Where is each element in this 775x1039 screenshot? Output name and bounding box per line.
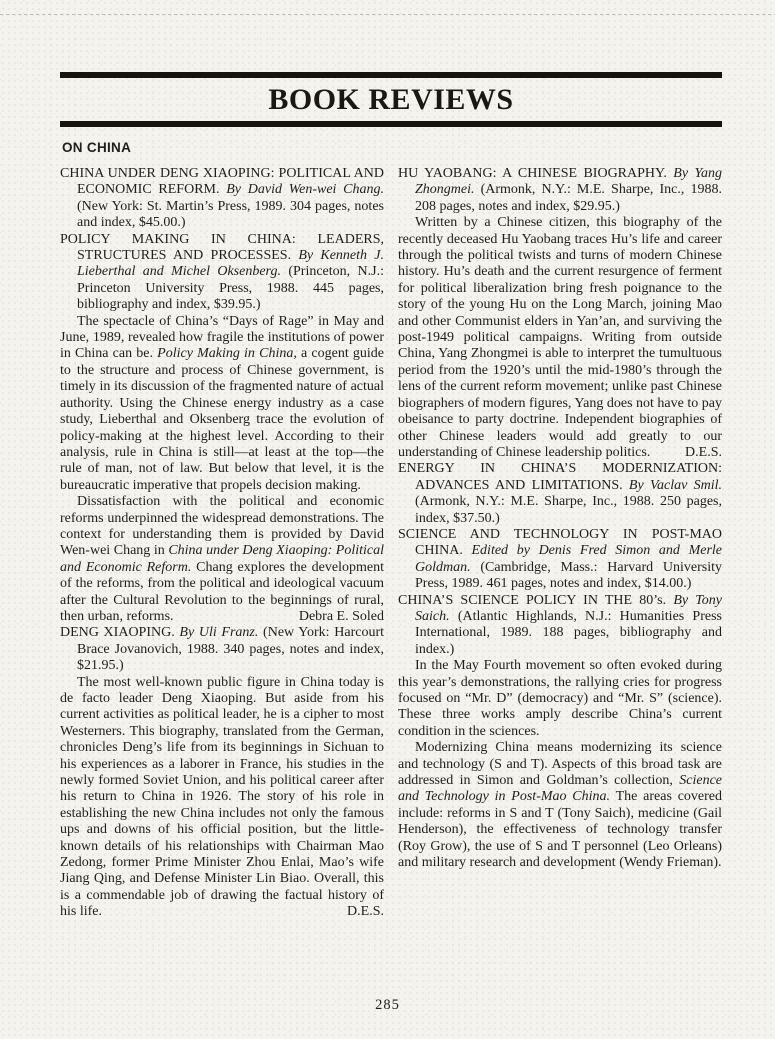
book-citation <box>398 593 722 659</box>
review-paragraph <box>60 675 384 921</box>
text-run: (Cambridge, Mass.: Harvard University Press, 1989. 461 pages, notes and index, $14.00.) <box>415 559 722 592</box>
text-run: DENG XIAOPING. <box>60 625 180 641</box>
text-run: Dissatisfaction with the political and economic reforms underpinned the widespread demonstrations. The context for understanding them is provided by David Wen-wei Chang in <box>60 494 384 559</box>
text-run: SCIENCE AND TECHNOLOGY IN POST-MAO CHINA. <box>398 526 722 559</box>
italic-run: By Kenneth J. Lieberthal and Michel Oksenberg. <box>77 248 384 280</box>
page-title: BOOK REVIEWS <box>268 83 514 116</box>
book-citation <box>60 166 384 232</box>
text-run: (New York: St. Martin’s Press, 1989. 304 pages, notes and index, $45.00.) <box>77 198 384 231</box>
book-citation <box>60 625 384 674</box>
text-run: CHINA’S SCIENCE POLICY IN THE 80’s. <box>398 592 674 608</box>
page-number: 285 <box>375 997 400 1013</box>
review-columns <box>60 166 722 921</box>
italic-run: By Uli Franz. <box>179 625 259 641</box>
italic-run: By Yang Zhongmei. <box>415 166 722 198</box>
column-right <box>398 166 722 921</box>
text-run: The areas covered include: reforms in S and T (Tony Saich), medicine (Gail Henderson), the effectiveness of technology transfer (Roy Grow), the use of S and T personnel (Leo Orleans) and military research and development (Wendy Frieman). <box>398 789 722 871</box>
book-citation <box>398 461 722 527</box>
text-run: The spectacle of China’s “Days of Rage” in May and June, 1989, revealed how fragile the institutions of power in China can be. <box>60 313 384 362</box>
column-left <box>60 166 384 921</box>
text-run: The most well-known public figure in China today is de facto leader Deng Xiaoping. But aside from his current activities as political leader, he is a cipher to most Westerners. This biography, translated from the German, chronicles Deng’s life from its beginnings in Sichuan to his experiences as a laborer in France, his studies in the newly formed Soviet Union, and his political career after his return to China in 1926. The story of his role in establishing the new China includes not only the famous ups and downs of his official position, but the little-known details of his relationships with Chairman Mao Zedong, former Prime Minister Zhou Enlai, Mao’s wife Jiang Qing, and Defense Minister Lin Biao. Overall, this is a commendable job of drawing the factual history of his life. <box>60 674 384 920</box>
text-run: Chang explores the development of the reforms, from the political and ideological vacuum after the Cultural Revolution to the beginnings of rural, then urban, reforms. <box>60 559 384 624</box>
review-paragraph <box>60 494 384 625</box>
text-run: (Princeton, N.J.: Princeton University Press, 1988. 445 pages, bibliography and index, $39.95.) <box>77 264 384 313</box>
review-paragraph <box>60 314 384 494</box>
text-run: In the May Fourth movement so often evoked during this year’s demonstrations, the rallying cries for progress focused on “Mr. D” (democracy) and “Mr. S” (science). These three works amply describe China’s current condition in the sciences. <box>398 658 722 739</box>
reviewer-signature: D.E.S. <box>685 444 722 460</box>
section-heading: ON CHINA <box>62 140 132 155</box>
text-run: (New York: Harcourt Brace Jovanovich, 1988. 340 pages, notes and index, $21.95.) <box>77 625 385 674</box>
text-run: HU YAOBANG: A CHINESE BIOGRAPHY. <box>398 166 674 181</box>
text-run: Modernizing China means modernizing its science and technology (S and T). Aspects of this broad task are addressed in Simon and Goldman’s collection, <box>398 740 722 789</box>
book-citation <box>398 166 722 215</box>
reviewer-signature: D.E.S. <box>347 904 384 920</box>
text-run: ENERGY IN CHINA’S MODERNIZATION: ADVANCES AND LIMITATIONS. <box>398 461 722 493</box>
text-run: (Atlantic Highlands, N.J.: Humanities Press International, 1989. 188 pages, bibliography and index.) <box>415 608 722 657</box>
book-citation <box>398 527 722 593</box>
text-run: a cogent guide to the structure and process of Chinese government, is timely in its discussion of the fragmented nature of actual authority. Using the Chinese energy industry as a case study, Lieberthal and Oksenberg trace the evolution of policy-making at the highest level. According to their analysis, rule in China is still—at least at the top—the rule of man, not of law. But below that level, it is the bureaucratic imperative that propels decision making. <box>60 346 384 493</box>
italic-run: China under Deng Xiaoping: Political and Economic Reform. <box>60 543 385 575</box>
text-run: (Armonk, N.Y.: M.E. Sharpe, Inc., 1988. 208 pages, notes and index, $29.95.) <box>415 182 722 214</box>
text-run: (Armonk, N.Y.: M.E. Sharpe, Inc., 1988. 250 pages, index, $37.50.) <box>415 494 722 526</box>
review-paragraph <box>398 658 722 740</box>
text-run: POLICY MAKING IN CHINA: LEADERS, STRUCTURES AND PROCESSES. <box>60 231 384 264</box>
text-run: Written by a Chinese citizen, this biography of the recently deceased Hu Yaobang traces Hu’s life and career through the political twists and turns of modern Chinese history. Hu’s death and the current resurgence of ferment for political liberalization bring fresh poignance to the story of the young Hu on the Long March, joining Mao and other Communist elders in Yan’an, and surviving the post-1949 political campaigns. Writing from outside China, Yang Zhongmei is able to interpret the tumultuous period from the 1920’s until the mid-1980’s through the lens of the current reform movement; unlike past Chinese biographers of modern figures, Yang does not have to pay obeisance to party doctrine. Independent biographies of other Chinese leaders would add greatly to our understanding of Chinese leadership politics. <box>398 215 722 460</box>
book-citation <box>60 232 384 314</box>
masthead <box>60 72 722 127</box>
page-footer <box>0 997 775 1014</box>
reviewer-signature: Debra E. Soled <box>298 608 384 624</box>
italic-run: Science and Technology in Post-Mao China. <box>398 773 722 805</box>
italic-run: By Vaclav Smil. <box>628 477 722 493</box>
review-paragraph <box>398 740 722 871</box>
scan-edge-artifact <box>0 14 775 15</box>
review-paragraph <box>398 215 722 461</box>
italic-run: Policy Making in China, <box>157 346 297 362</box>
italic-run: By David Wen-wei Chang. <box>226 182 385 198</box>
double-rule-bottom <box>60 121 722 127</box>
italic-run: By Tony Saich. <box>415 592 722 624</box>
italic-run: Edited by Denis Fred Simon and Merle Goldman. <box>415 543 722 575</box>
text-run: CHINA UNDER DENG XIAOPING: POLITICAL AND ECONOMIC REFORM. <box>60 166 384 198</box>
